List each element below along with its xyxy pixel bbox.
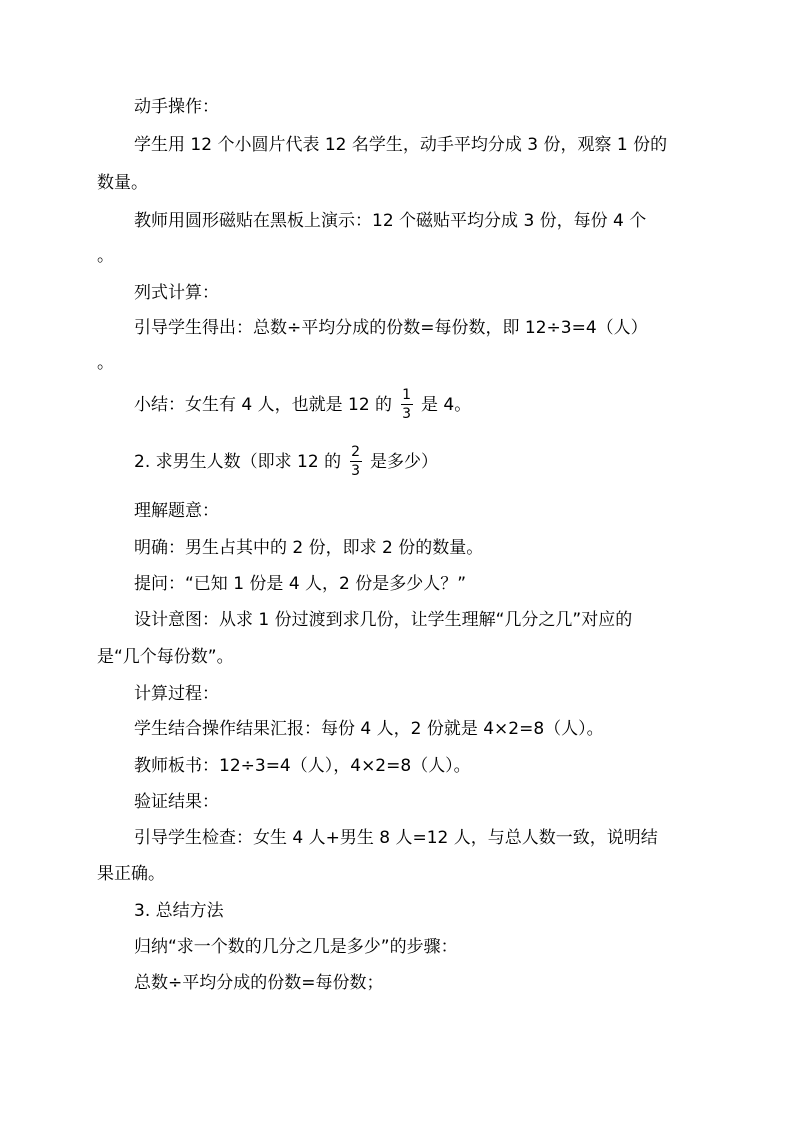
fraction-two-thirds xyxy=(349,444,362,479)
text-line: 教师板书：12÷3=4（人），4×2=8（人）。 xyxy=(134,756,471,776)
summary-line xyxy=(134,387,471,422)
text-line: 。 xyxy=(97,353,114,373)
fraction-bar xyxy=(350,461,362,462)
text-line: 教师用圆形磁贴在黑板上演示：12 个磁贴平均分成 3 份，每份 4 个 xyxy=(134,211,647,231)
heading-text-after: 是多少） xyxy=(370,451,438,472)
fraction-numerator: 1 xyxy=(402,387,411,403)
fraction-bar xyxy=(401,404,413,405)
text-line: 验证结果： xyxy=(134,792,219,812)
text-line: 归纳“求一个数的几分之几是多少”的步骤： xyxy=(134,937,458,957)
text-line: 列式计算： xyxy=(134,283,219,303)
fraction-denominator: 3 xyxy=(351,463,360,479)
fraction-one-third xyxy=(400,387,413,422)
text-line: 果正确。 xyxy=(97,864,165,884)
text-line: 总数÷平均分成的份数=每份数； xyxy=(134,973,384,993)
fraction-numerator: 2 xyxy=(351,444,360,460)
summary-text-after: 是 4。 xyxy=(420,394,472,415)
text-line: 计算过程： xyxy=(134,684,219,704)
text-line: 提问：“已知 1 份是 4 人，2 份是多少人？” xyxy=(134,574,467,594)
fraction-denominator: 3 xyxy=(402,406,411,422)
heading-text-before: 2. 求男生人数（即求 12 的 xyxy=(134,451,342,472)
text-line: 。 xyxy=(97,246,114,266)
text-line: 引导学生得出：总数÷平均分成的份数=每份数，即 12÷3=4（人） xyxy=(134,318,648,338)
text-line: 学生用 12 个小圆片代表 12 名学生，动手平均分成 3 份，观察 1 份的 xyxy=(134,135,668,155)
text-line: 数量。 xyxy=(97,173,148,193)
text-line: 理解题意： xyxy=(134,501,219,521)
summary-text-before: 小结：女生有 4 人，也就是 12 的 xyxy=(134,394,393,415)
text-line: 明确：男生占其中的 2 份，即求 2 份的数量。 xyxy=(134,538,484,558)
text-line: 学生结合操作结果汇报：每份 4 人，2 份就是 4×2=8（人）。 xyxy=(134,719,604,739)
text-line: 设计意图：从求 1 份过渡到求几份，让学生理解“几分之几”对应的 xyxy=(134,610,633,630)
text-line: 动手操作： xyxy=(134,97,219,117)
text-line: 引导学生检查：女生 4 人+男生 8 人=12 人，与总人数一致，说明结 xyxy=(134,828,658,848)
section-heading-2 xyxy=(134,444,438,479)
text-line: 是“几个每份数”。 xyxy=(97,647,234,667)
section-heading-3: 3. 总结方法 xyxy=(134,901,224,921)
